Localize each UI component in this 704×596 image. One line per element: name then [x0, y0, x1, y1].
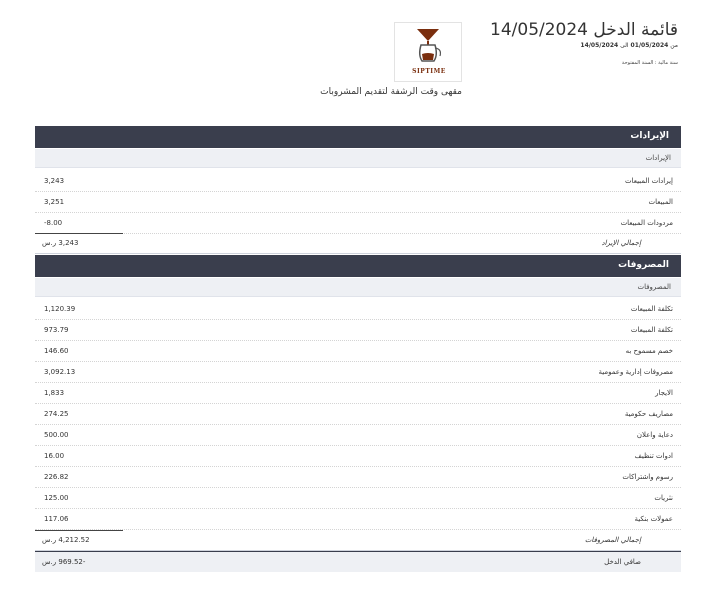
subsection-label: المصروفات	[637, 283, 671, 291]
range-from-label: من	[670, 42, 678, 49]
account-value: 125.00	[44, 494, 69, 502]
net-income-label: صافي الدخل	[604, 558, 641, 566]
account-value: 3,251	[44, 198, 65, 206]
total-label: إجمالي الإيراد	[601, 239, 641, 247]
account-name: خصم مسموح به	[625, 347, 673, 355]
account-name: ادوات تنظيف	[634, 452, 673, 460]
table-row	[35, 191, 681, 213]
account-value: 16.00	[44, 452, 65, 460]
logo-text: SIPTIME	[412, 68, 446, 75]
total-value: 4,212.52 ر.س	[42, 536, 90, 544]
account-name: رسوم واشتراكات	[622, 473, 673, 481]
table-row	[35, 298, 681, 320]
total-underline	[35, 233, 123, 234]
subsection-label: الإيرادات	[645, 154, 671, 162]
section-title: المصروفات	[618, 260, 669, 270]
expenses-section-header	[35, 255, 681, 277]
account-name: تكلفة المبيعات	[630, 305, 673, 313]
account-name: إيرادات المبيعات	[624, 177, 673, 185]
table-row	[35, 403, 681, 425]
table-row	[35, 319, 681, 341]
account-name: عمولات بنكية	[634, 515, 673, 523]
account-value: 3,092.13	[44, 368, 76, 376]
revenue-subsection	[35, 149, 681, 168]
table-row	[35, 445, 681, 467]
expenses-subsection	[35, 278, 681, 297]
account-value: 1,833	[44, 389, 65, 397]
account-value: 274.25	[44, 410, 69, 418]
company-logo	[394, 22, 462, 82]
account-name: تكلفة المبيعات	[630, 326, 673, 334]
report-title: قائمة الدخل 14/05/2024	[490, 20, 678, 40]
range-to-label: الى	[620, 42, 629, 49]
table-row	[35, 487, 681, 509]
fiscal-year: سنة مالية : السنة المفتوحة	[621, 60, 678, 66]
account-name: مصروفات إدارية وعمومية	[598, 368, 673, 376]
table-row	[35, 170, 681, 192]
account-value: 1,120.39	[44, 305, 76, 313]
account-value: 3,243	[44, 177, 65, 185]
range-from: 01/05/2024	[630, 42, 669, 49]
account-value: 117.06	[44, 515, 69, 523]
net-income-value: -969.52 ر.س	[42, 558, 86, 566]
account-value: 500.00	[44, 431, 69, 439]
company-name: مقهى وقت الرشفة لتقديم المشروبات	[320, 87, 462, 97]
account-name: الايجار	[655, 389, 673, 397]
range-to: 14/05/2024	[580, 42, 619, 49]
total-value: 3,243 ر.س	[42, 239, 79, 247]
table-row	[35, 361, 681, 383]
revenue-section-header	[35, 126, 681, 148]
account-name: دعاية واعلان	[636, 431, 673, 439]
account-name: نثريات	[654, 494, 673, 502]
total-label: إجمالي المصروفات	[584, 536, 641, 544]
table-row	[35, 212, 681, 234]
account-value: 226.82	[44, 473, 69, 481]
net-income-row	[35, 551, 681, 572]
table-row	[35, 424, 681, 446]
expenses-total-row	[35, 530, 681, 551]
section-title: الإيرادات	[630, 131, 669, 141]
account-name: المبيعات	[648, 198, 673, 206]
account-value: -8.00	[44, 219, 63, 227]
table-row	[35, 466, 681, 488]
account-value: 146.60	[44, 347, 69, 355]
total-underline	[35, 530, 123, 531]
account-value: 973.79	[44, 326, 69, 334]
table-row	[35, 382, 681, 404]
table-row	[35, 340, 681, 362]
revenue-total-row	[35, 233, 681, 254]
table-row	[35, 508, 681, 530]
coffee-dripper-icon	[407, 26, 449, 64]
account-name: مردودات المبيعات	[620, 219, 673, 227]
date-range	[580, 42, 678, 49]
account-name: مصاريف حكومية	[624, 410, 673, 418]
